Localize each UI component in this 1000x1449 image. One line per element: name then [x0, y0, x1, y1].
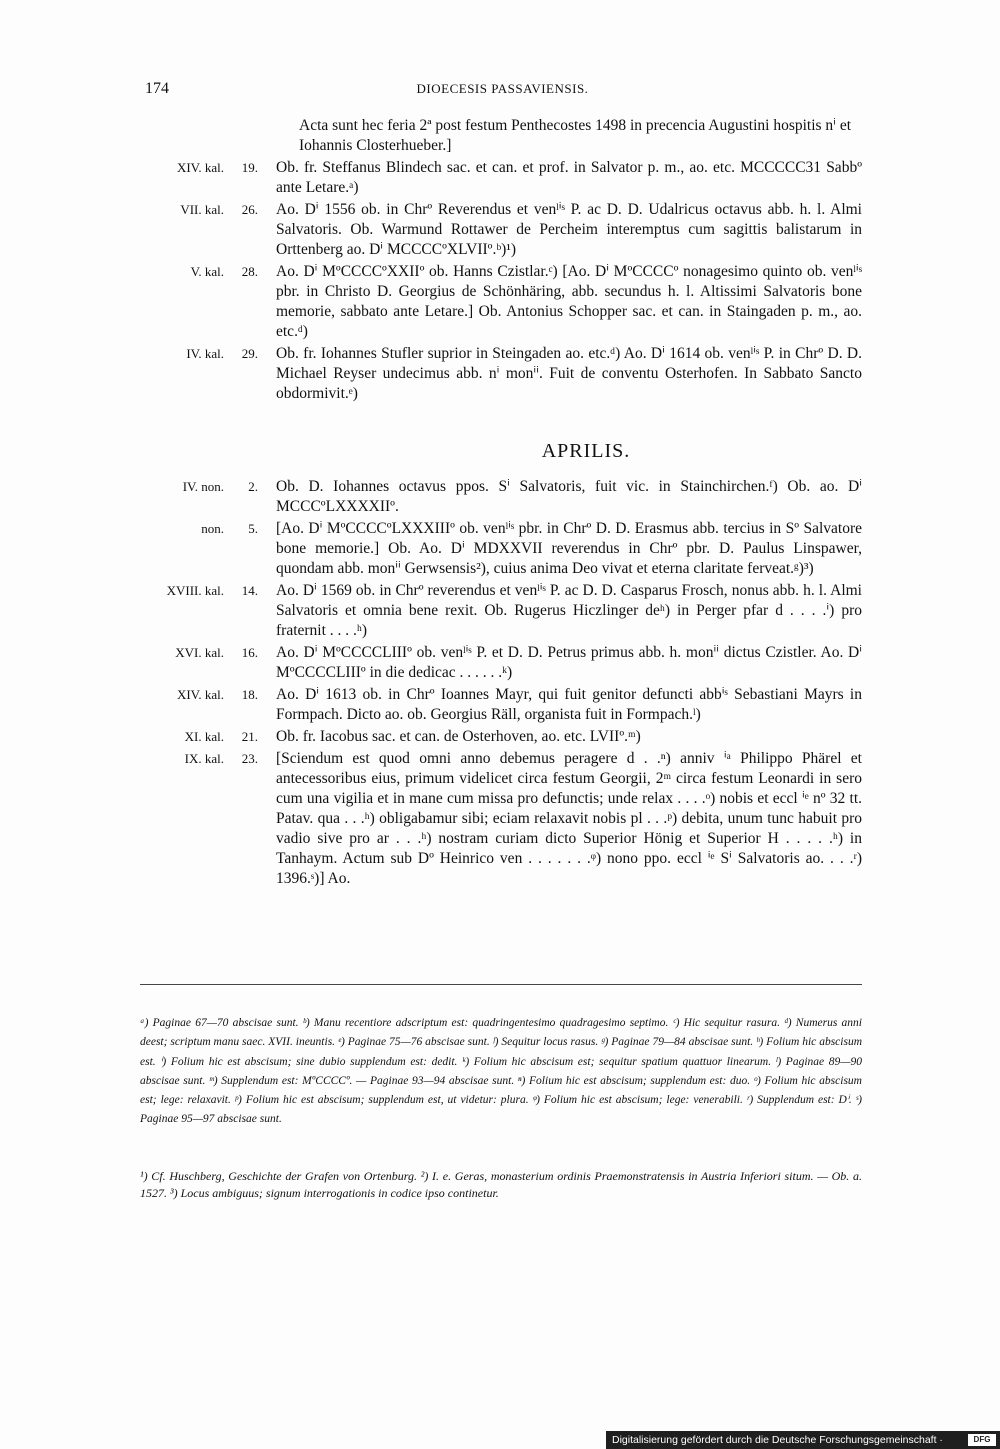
entry-text: Ob. fr. Steffanus Blindech sac. et can. et prof. in Salvator p. m., ao. etc. MCCCCC31 Sabbº ante Letare.ᵃ) [276, 159, 862, 196]
calendar-date: XVI. kal. [175, 645, 224, 660]
day-number: 23. [241, 751, 258, 766]
entry-row [140, 262, 862, 342]
entry-row [140, 749, 862, 889]
calendar-date: V. kal. [190, 264, 224, 279]
day-number: 29. [241, 346, 258, 361]
footnotes-letters: ᵃ) Paginae 67—70 abscisae sunt. ᵇ) Manu recentiore adscriptum est: quadringentesimo quadragesimo septimo. ᶜ) Hic sequitur rasura. ᵈ) Numerus anni deest; scriptum manu saec. XVII. ineuntis. ᵉ) Paginae 75—76 abscisae sunt. ᶠ) Sequitur locus rasus. ᵍ) Paginae 79—84 abscisae sunt. ʰ) Folium hic abscisum est. ⁱ) Folium hic est abscisum; sine dubio supplendum est: dedit. ᵏ) Folium hic abscisum est; sequitur spatium quattuor linearum. ˡ) Paginae 89—90 abscisae sunt. ᵐ) Supplendum est: MºCCCCº. — Paginae 93—94 abscisae sunt. ⁿ) Folium hic est abscisum; supplendum est: duo. ᵒ) Folium hic abscisum est; lege: relaxavit. ᵖ) Folium hic est abscisum; supplendum est, ut videtur: plura. ᵠ) Folium hic est abscisum; lege: venerabili. ʳ) Supplendum est: Dⁱ. ˢ) Paginae 95—97 abscisae sunt. [140, 1017, 862, 1126]
day-number: 21. [241, 729, 258, 744]
calendar-date: IX. kal. [184, 751, 224, 766]
entry-row [140, 685, 862, 725]
calendar-date: non. [201, 521, 224, 536]
march-entries [140, 158, 862, 404]
entry-row [140, 477, 862, 517]
entry-text: Ob. D. Iohannes octavus ppos. Sⁱ Salvatoris, fuit vic. in Stainchirchen.ᶠ) Ob. ao. Dⁱ MCCCºLXXXXIIº. [276, 478, 862, 515]
calendar-date: XIV. kal. [176, 160, 224, 175]
intro-text: Acta sunt hec feria 2ª post festum Penthecostes 1498 in precencia Augustini hospitis nⁱ et Iohannis Closterhueber.] [299, 117, 852, 154]
page-header [145, 80, 860, 102]
calendar-date: IV. non. [182, 479, 224, 494]
entry-row [140, 344, 862, 404]
entry-text: Ao. Dⁱ 1556 ob. in Chrº Reverendus et venˡⁱˢ P. ac D. D. Udalricus octavus abb. h. l. Almi Salvatoris. Ob. Warmund Rottawer de Percheim interemptus cum sagittis balistarum in Orttenberg ao. Dⁱ MCCCCºXLVIIº.ᵇ)¹) [276, 201, 862, 258]
dfg-logo: DFG [968, 1434, 996, 1446]
main-text [140, 116, 862, 889]
calendar-date: XIV. kal. [176, 687, 224, 702]
entry-row [140, 158, 862, 198]
entry-row [140, 643, 862, 683]
day-number: 2. [248, 479, 258, 494]
calendar-date: VII. kal. [180, 202, 224, 217]
day-number: 18. [241, 687, 258, 702]
footnote-rule [140, 984, 862, 985]
day-number: 28. [241, 264, 258, 279]
day-number: 14. [241, 583, 258, 598]
entry-text: Ob. fr. Iacobus sac. et can. de Osterhoven, ao. etc. LVIIº.ᵐ) [276, 728, 641, 745]
entry-text: Ao. Dⁱ MºCCCCºXXIIº ob. Hanns Czistlar.ᶜ) [Ao. Dⁱ MºCCCCº nonagesimo quinto ob. venˡⁱˢ pbr. in Christo D. Georgius de Schönhäring, abb. secundus h. l. Altissimi Salvatoris bone memorie, sabbato ante Letare.] Ob. Antonius Schopper sac. et can. in Staingaden p. m., ao. etc.ᵈ) [276, 263, 862, 340]
entry-text: [Sciendum est quod omni anno debemus peragere d . .ⁿ) anniv ⁱᵃ Philippo Phärel et antecessoribus eius, primum videlicet circa festum Georgii, 2ᵐ circa festum Leonardi in sero cum una vigilia et in mane cum missa pro defunctis; unde relax . . . .ᵒ) nobis et eccl ⁱᵉ nº 32 tt. Patav. qua . . .ʰ) obligabamur sibi; eciam relaxavit nobis pl . . .ᵖ) debita, unum tunc habuit pro vadio sive pro ar . . .ʰ) nostram curiam dicto Superior Hönig et Superior H . . . . .ʰ) in Tanhaym. Actum sub Dº Heinrico ven . . . . . . .ᵠ) nono ppo. eccl ⁱᵉ Sⁱ Salvatoris ao. . . .ʳ) 1396.ˢ)] Ao. [276, 750, 862, 887]
calendar-date: XVIII. kal. [166, 583, 224, 598]
entry-text: Ao. Dⁱ MºCCCCLIIIº ob. venˡⁱˢ P. et D. D. Petrus primus abb. h. monⁱⁱ dictus Czistler. Ao. Dⁱ MºCCCCLIIIº in die dedicac . . . . . .ᵏ) [276, 644, 862, 681]
day-number: 5. [248, 521, 258, 536]
footnotes-numbers: ¹) Cf. Huschberg, Geschichte der Grafen von Ortenburg. ²) I. e. Geras, monasterium ordinis Praemonstratensis in Austria Inferiori situm. — Ob. a. 1527. ³) Locus ambiguus; signum interrogationis in codice ipso continetur. [140, 1169, 862, 1200]
entry-text: [Ao. Dⁱ MºCCCCºLXXXIIIº ob. venˡⁱˢ pbr. in Chrº D. D. Erasmus abb. tercius in Sº Salvatore bone memorie.] Ob. Ao. Dⁱ MDXXVII reverendus in Chrº pbr. D. Paulus Linspawer, quondam abb. monⁱⁱ Gerwsensis²), cuius anima Deo vivat et eterna claritate ferveat.ᵍ)³) [276, 520, 862, 577]
running-title: DIOECESIS PASSAVIENSIS. [416, 81, 589, 96]
entry-text: Ao. Dⁱ 1613 ob. in Chrº Ioannes Mayr, qui fuit genitor defuncti abbⁱˢ Sebastiani Mayrs in Formpach. Dicto ao. ob. Georgius Räll, organista fuit in Formpach.ˡ) [276, 686, 862, 723]
funding-footer[interactable] [606, 1431, 1000, 1449]
funding-label: Digitalisierung gefördert durch die Deutsche Forschungsgemeinschaft · [612, 1434, 943, 1446]
day-number: 19. [241, 160, 258, 175]
entry-row [140, 727, 862, 747]
day-number: 26. [241, 202, 258, 217]
entry-row [140, 519, 862, 579]
section-title: APRILIS. [541, 440, 631, 462]
april-entries [140, 477, 862, 889]
entry-text: Ao. Dⁱ 1569 ob. in Chrº reverendus et venˡⁱˢ P. ac D. D. Casparus Frosch, nonus abb. h. l. Almi Salvatoris et omnia bene rexit. Ob. Rugerus Hiczlinger deʰ) in Perger pfar d . . . .ⁱ) pro fraternit . . . .ʰ) [276, 582, 862, 639]
page-number: 174 [145, 80, 169, 97]
entry-text: Ob. fr. Iohannes Stufler suprior in Steingaden ao. etc.ᵈ) Ao. Dⁱ 1614 ob. venˡⁱˢ P. in Chrº D. D. Michael Reyser undecimus abb. nⁱ monⁱⁱ. Fuit de conventu Osterhofen. In Sabbato Sancto obdormivit.ᵉ) [276, 345, 862, 402]
day-number: 16. [241, 645, 258, 660]
entry-row [140, 200, 862, 260]
entry-row [140, 581, 862, 641]
calendar-date: IV. kal. [186, 346, 224, 361]
calendar-date: XI. kal. [184, 729, 224, 744]
